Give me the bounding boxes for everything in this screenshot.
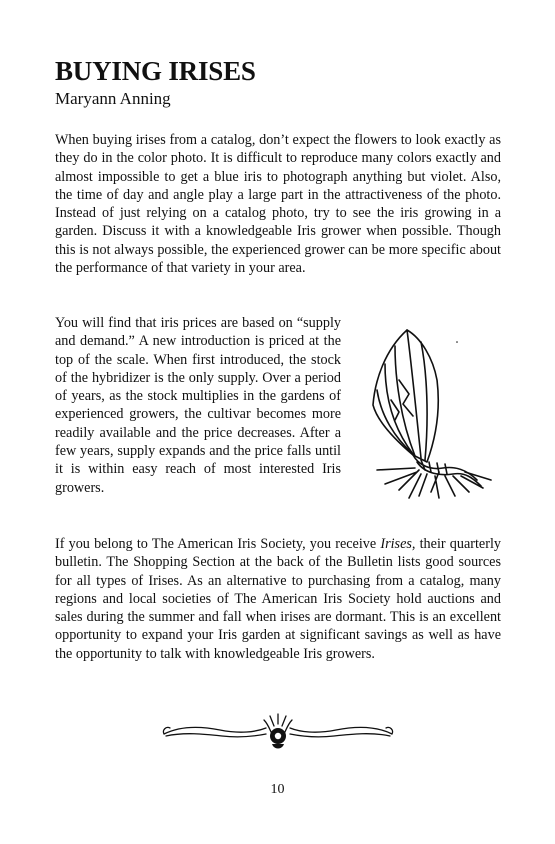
iris-rhizome-illustration (355, 320, 495, 500)
page-number: 10 (270, 782, 285, 797)
paragraph-catalog-photos: When buying irises from a catalog, don’t expect the flowers to look exactly as they do in the color photo. It is difficult to reproduce many colors exactly and almost impossible to get a blue iris to photograph anything but violet. Also, the time of day and angle play a large part in the attractiveness of the photo. Instead of just relying on a catalog photo, try to see the iris growing in a garden. Discuss it with a knowledgeable Iris grower when possible. Though this is not always possible, the experienced grower can be more specific about the performance of that variety in your area. (55, 132, 501, 277)
paragraph-iris-prices: You will find that iris prices are based on “supply and demand.” A new introduction is priced at the top of the scale. When first introduced, the stock of the hybridizer is the only supply. Over a period of years, as the stock multiplies in the gardens of experienced growers, the cultivar becomes more readily available and the price decreases. After a few years, supply expands and the price falls until it is within easy reach of most interested Iris growers. (55, 315, 341, 496)
paragraph-american-iris-society (55, 535, 501, 663)
bulletin-title-irises: Irises, (380, 536, 416, 552)
article-author: Maryann Anning (55, 89, 171, 108)
article-title: BUYING IRISES (55, 56, 256, 86)
paragraph3-text-start: If you belong to The American Iris Society, you receive (55, 536, 381, 552)
floral-divider-ornament (160, 712, 396, 756)
paragraph3-text-end: their quarterly bulletin. The Shopping Section at the back of the Bulletin lists good sources for all types of Irises. As an alternative to purchasing from a catalog, many regions and local societies of The American Iris Society hold auctions and sales during the summer and fall when irises are dormant. This is an excellent opportunity to expand your Iris garden at significant savings as well as have the opportunity to talk with knowledgeable Iris growers. (55, 536, 501, 662)
